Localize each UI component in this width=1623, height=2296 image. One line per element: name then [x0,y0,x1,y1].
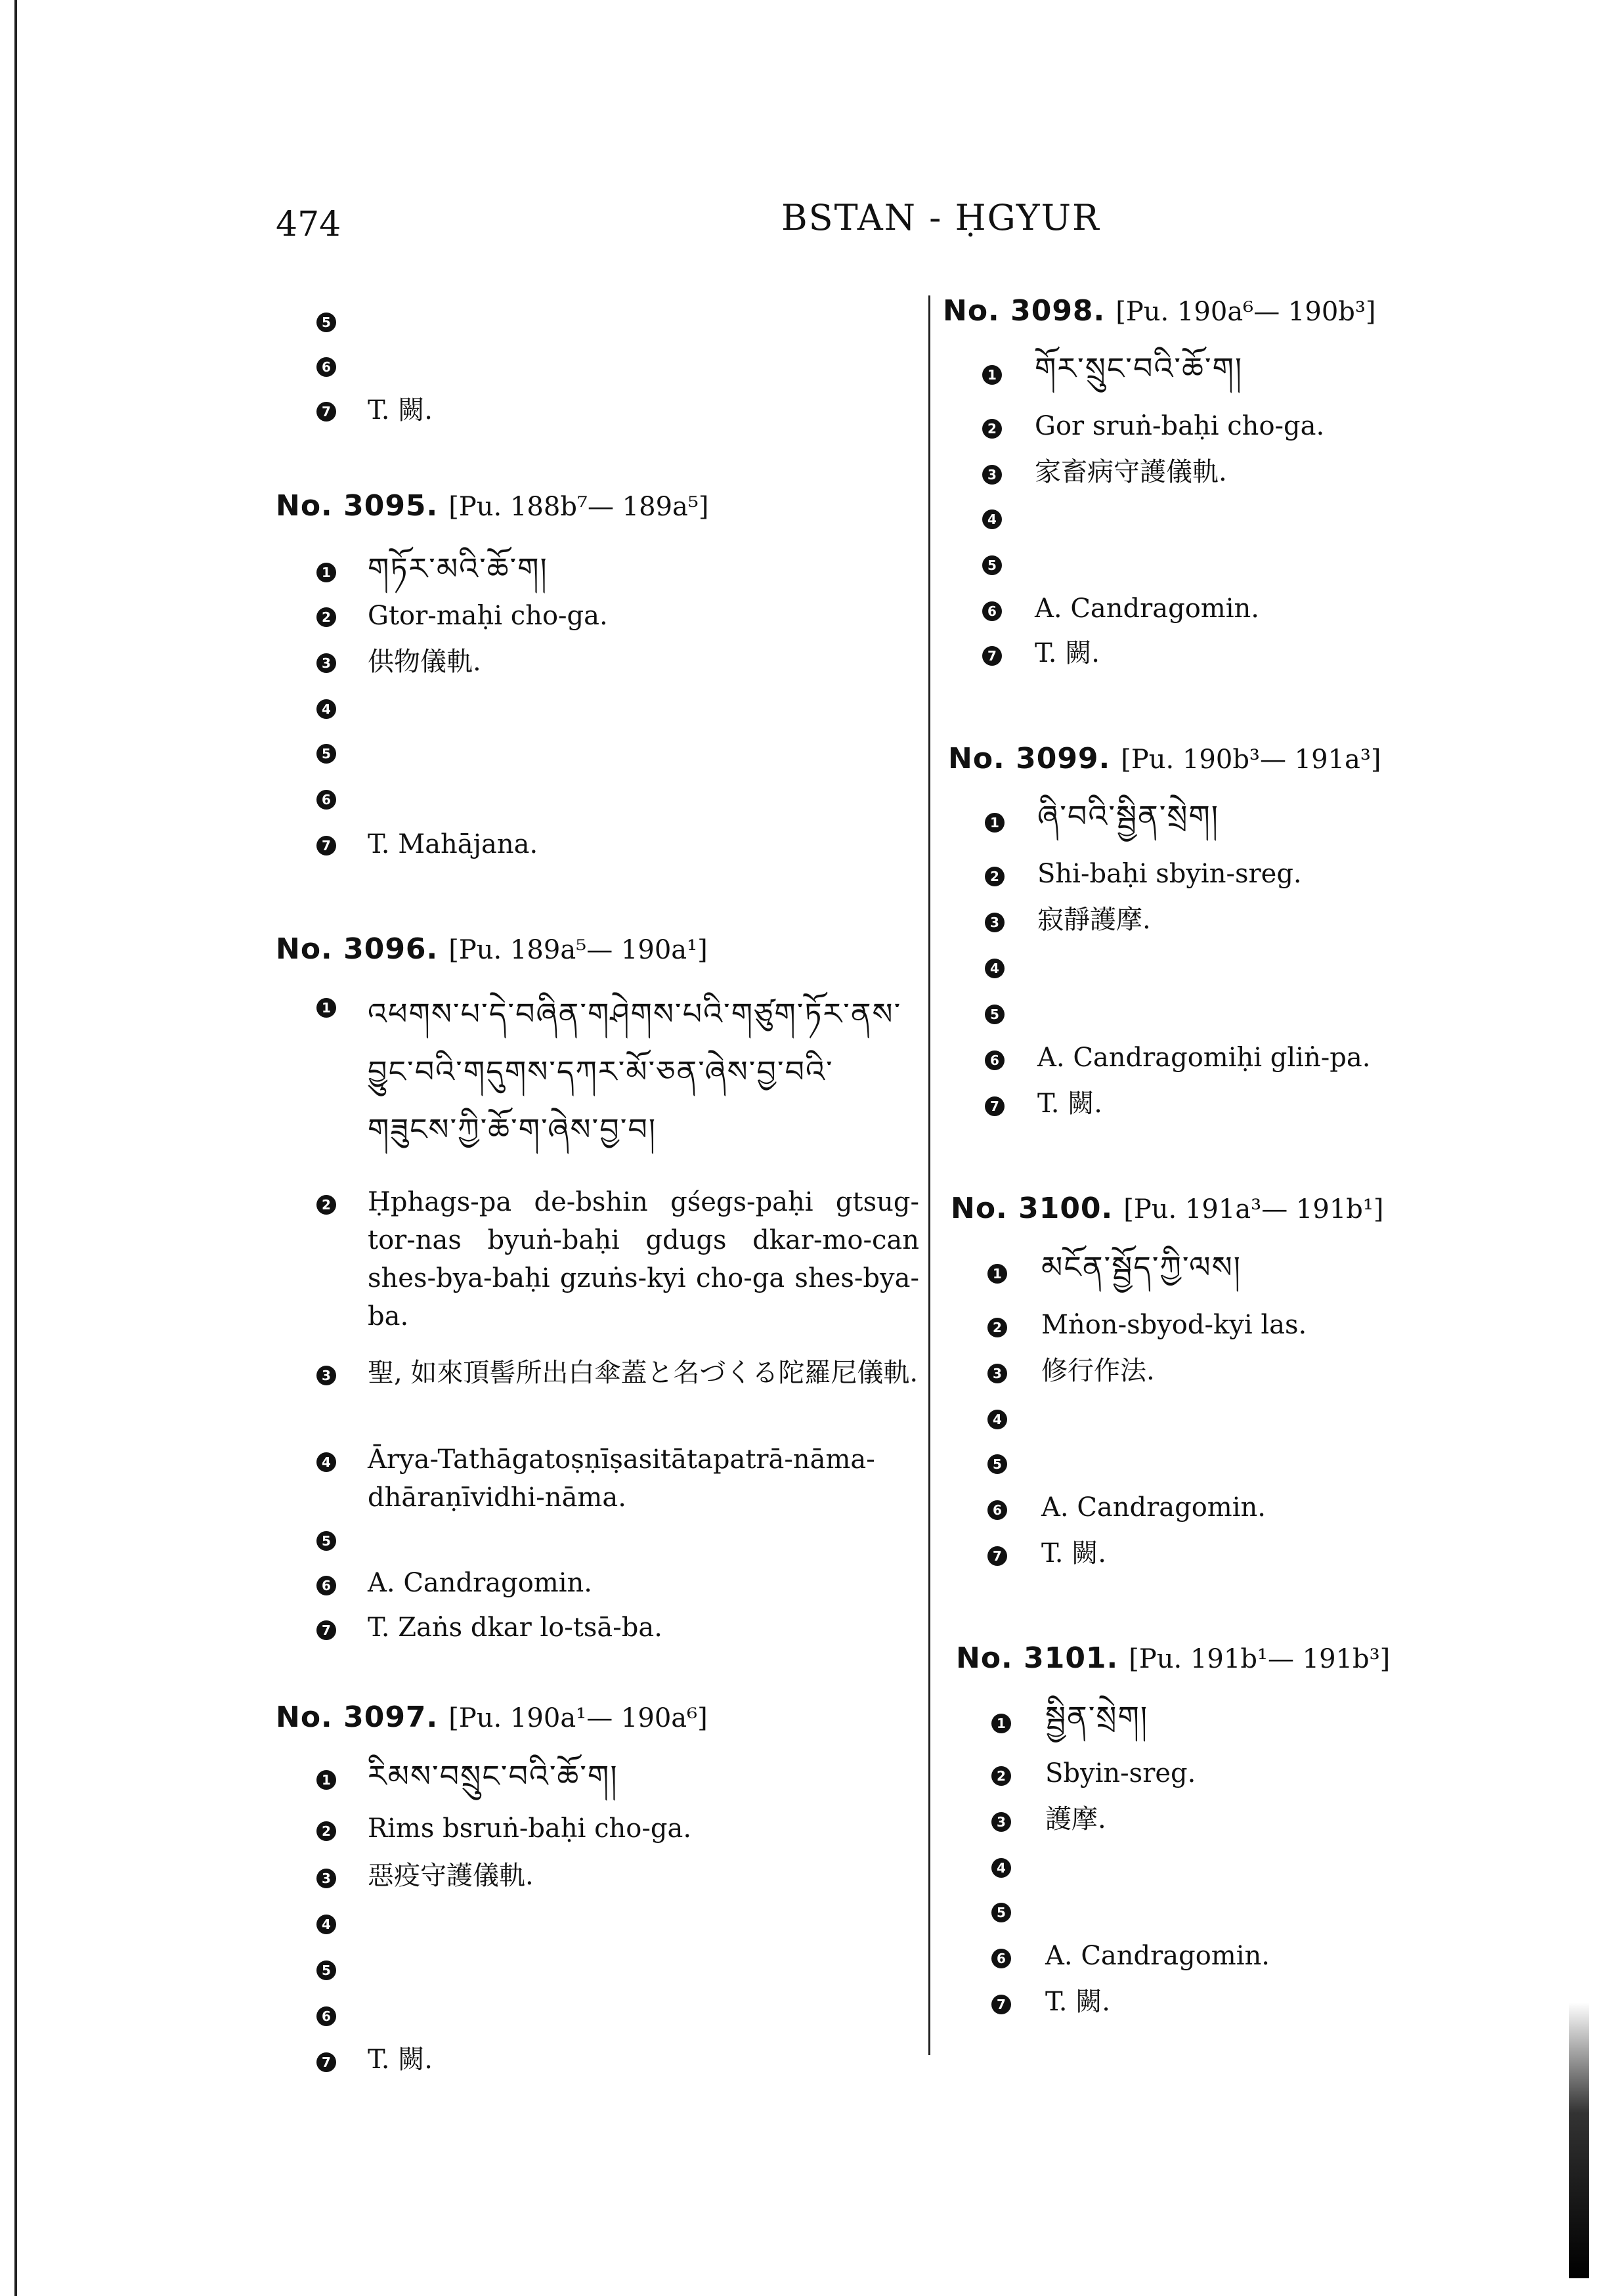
field-marker-5: 5 [985,1005,1005,1024]
field-marker-7: 7 [316,2052,336,2072]
tibetan-title: སྦྱིན་སྲེག། [1045,1699,1149,1735]
author-line: A. Candragomin. [368,1568,592,1598]
field-marker-1: 1 [982,365,1002,385]
field-marker-2: 2 [982,419,1002,439]
tibetan-title: འཕགས་པ་དེ་བཞིན་གཤེགས་པའི་གཙུག་ཏོར་ནས་བྱུང་བའི་གདུགས་དཀར་མོ་ཅན་ཞེས་བྱ་བའི་གཟུངས་ཀྱི་ཆོ་ག་ཞེས་བྱ་བ། [368,996,902,1147]
entry-number: No. 3096. [276,932,439,966]
translator-line: T. Mahājana. [368,829,538,859]
romanized-title: Ḥphags-pa de-bshin gśegs-paḥi gtsug-tor-nas byuṅ-baḥi gdugs dkar-mo-can shes-bya-baḥi gzuṅs-kyi cho-ga shes-bya-ba. [368,1187,919,1332]
folio-reference: [Pu. 190a⁶— 190b³] [1115,297,1376,327]
sanskrit-title: Ārya-Tathāgatoṣṇīṣasitātapatrā-nāma-dhāraṇīvidhi-nāma. [368,1444,875,1513]
field-marker-3: 3 [985,913,1005,932]
romanized-title: Gtor-maḥi cho-ga. [368,601,608,631]
field-marker-4: 4 [316,1452,336,1472]
field-marker-7: 7 [982,646,1002,666]
page-number: 474 [276,205,341,244]
chinese-title: 供物儀軌. [368,647,481,677]
romanized-title: Shi-baḥi sbyin-sreg. [1037,859,1302,889]
field-marker-2: 2 [316,1821,336,1841]
translator-line: T. 闕. [1035,638,1100,668]
entry-header [276,1700,708,1734]
chinese-title: 惡疫守護儀軌. [368,1861,534,1891]
entry-number: No. 3100. [951,1192,1114,1225]
field-marker-1: 1 [316,998,336,1018]
field-marker-4: 4 [985,959,1005,978]
translator-line: T. 闕. [1045,1987,1110,2017]
field-marker-7: 7 [316,402,336,422]
scan-artifact [1569,2003,1589,2278]
entry-header [951,1192,1384,1225]
folio-reference: [Pu. 190a¹— 190a⁶] [448,1703,708,1733]
tibetan-title: རིམས་བསྲུང་བའི་ཆོ་ག། [368,1758,618,1794]
entry-number: No. 3099. [948,742,1111,775]
field-marker-6: 6 [987,1500,1007,1520]
field-marker-3: 3 [316,1869,336,1888]
field-marker-5: 5 [316,744,336,764]
romanized-title: Gor sruṅ-baḥi cho-ga. [1035,411,1325,441]
romanized-title: Sbyin-sreg. [1045,1758,1196,1788]
translator-line: T. 闕. [368,395,433,425]
field-marker-1: 1 [987,1264,1007,1284]
entry-header [948,742,1381,775]
field-marker-5: 5 [991,1903,1011,1922]
field-marker-6: 6 [316,2006,336,2026]
folio-reference: [Pu. 188b⁷— 189a⁵] [448,492,709,522]
running-head: BSTAN - ḤGYUR [781,197,1100,238]
field-marker-4: 4 [991,1858,1011,1878]
romanized-title: Rims bsruṅ-baḥi cho-ga. [368,1813,692,1844]
folio-reference: [Pu. 191b¹— 191b³] [1129,1644,1391,1674]
field-marker-7: 7 [316,1620,336,1640]
field-marker-1: 1 [316,563,336,582]
entry-header [956,1641,1390,1675]
author-line: A. Candragomin. [1045,1941,1270,1971]
field-marker-6: 6 [316,357,336,377]
romanized-title: Mṅon-sbyod-kyi las. [1041,1310,1307,1340]
entry-number: No. 3098. [943,294,1106,328]
page-edge-line [14,0,17,2296]
field-marker-4: 4 [316,1915,336,1934]
author-line: A. Candragomin. [1041,1492,1266,1523]
field-marker-7: 7 [985,1096,1005,1116]
field-marker-3: 3 [991,1812,1011,1832]
field-marker-6: 6 [316,1576,336,1595]
field-marker-2: 2 [316,1195,336,1215]
entry-header [276,489,709,523]
chinese-title: 寂靜護摩. [1037,905,1151,935]
field-marker-4: 4 [982,509,1002,529]
field-marker-3: 3 [316,653,336,673]
folio-reference: [Pu. 189a⁵— 190a¹] [448,935,708,965]
chinese-title: 修行作法. [1041,1356,1155,1386]
field-marker-5: 5 [316,313,336,332]
field-marker-6: 6 [985,1051,1005,1070]
chinese-title: 聖, 如來頂髻所出白傘蓋と名づくる陀羅尼儀軌. [368,1358,919,1388]
field-marker-2: 2 [987,1318,1007,1337]
field-marker-5: 5 [316,1960,336,1980]
field-marker-3: 3 [987,1364,1007,1383]
translator-line: T. 闕. [1041,1538,1106,1569]
field-marker-2: 2 [316,607,336,627]
field-marker-1: 1 [316,1770,336,1790]
entry-number: No. 3101. [956,1641,1119,1675]
translator-line: T. 闕. [368,2045,433,2075]
field-marker-7: 7 [991,1995,1011,2014]
tibetan-title: གཏོར་མའི་ཆོ་ག། [368,551,548,586]
translator-line: T. 闕. [1037,1089,1102,1119]
field-marker-3: 3 [316,1366,336,1385]
field-marker-5: 5 [987,1454,1007,1474]
chinese-title: 護摩. [1045,1804,1106,1834]
author-line: A. Candragomin. [1035,594,1259,624]
field-marker-4: 4 [987,1410,1007,1429]
field-marker-6: 6 [991,1949,1011,1968]
chinese-title: 家畜病守護儀軌. [1035,457,1227,487]
field-marker-6: 6 [982,601,1002,621]
tibetan-title: གོར་སྲུང་བའི་ཆོ་ག། [1035,351,1244,386]
field-marker-5: 5 [316,1531,336,1551]
tibetan-title: མངོན་སྦྱོད་ཀྱི་ལས། [1041,1249,1242,1285]
translator-line: T. Zaṅs dkar lo-tsā-ba. [368,1613,662,1643]
entry-header [943,294,1376,328]
field-marker-1: 1 [991,1714,1011,1733]
tibetan-title: ཞི་བའི་སྦྱིན་སྲེག། [1037,798,1220,834]
entry-header [276,932,708,966]
folio-reference: [Pu. 191a³— 191b¹] [1123,1194,1384,1224]
field-marker-2: 2 [985,867,1005,886]
field-marker-4: 4 [316,699,336,719]
author-line: A. Candragomiḥi gliṅ-pa. [1037,1043,1371,1073]
field-marker-5: 5 [982,555,1002,575]
folio-reference: [Pu. 190b³— 191a³] [1121,745,1381,775]
field-marker-7: 7 [987,1546,1007,1566]
entry-number: No. 3095. [276,489,439,523]
field-marker-6: 6 [316,790,336,810]
column-divider [928,295,930,2055]
entry-number: No. 3097. [276,1700,439,1734]
field-marker-2: 2 [991,1766,1011,1786]
field-marker-7: 7 [316,836,336,856]
field-marker-3: 3 [982,465,1002,485]
field-marker-1: 1 [985,813,1005,833]
